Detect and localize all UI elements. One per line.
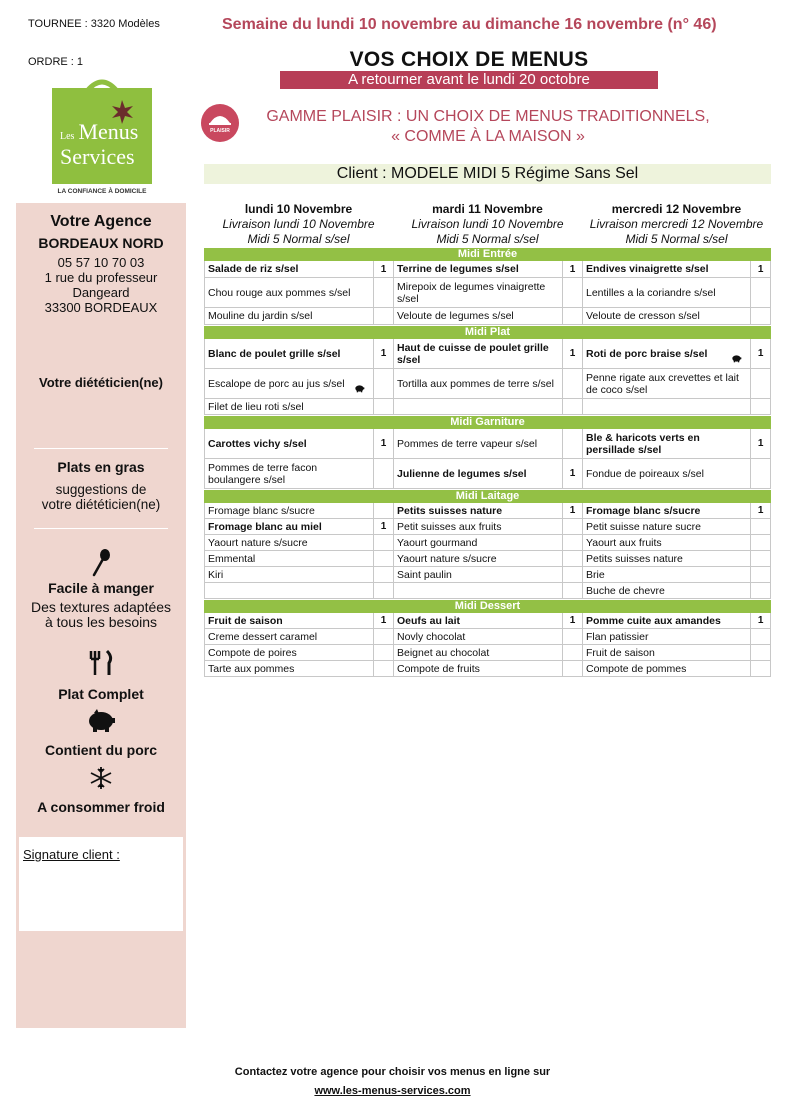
plaisir-badge-icon [200,103,240,143]
agency-address-3: 33300 BORDEAUX [44,300,158,315]
dish-cell[interactable] [204,645,393,660]
legend-pork: Contient du porc [45,742,157,758]
quantity-box[interactable]: 1 [562,339,582,368]
legend-suggestions-1: suggestions de [55,482,147,497]
quantity-box[interactable] [562,278,582,307]
gamme-line-2: « COMME À LA MAISON » [391,128,585,145]
quantity-box[interactable] [750,278,771,307]
table-row [204,629,771,645]
spoon-icon [16,549,186,577]
dish-name: Brie [586,568,605,581]
legend-cold: A consommer froid [37,799,165,815]
quantity-box[interactable]: 1 [562,613,582,628]
dish-name: Saint paulin [397,568,452,581]
quantity-box[interactable]: 1 [373,613,393,628]
dish-name: Carottes vichy s/sel [208,437,307,450]
dish-cell[interactable] [204,399,393,414]
dish-name: Compote de poires [208,646,297,659]
quantity-box[interactable] [750,551,771,566]
brand-logo [52,76,152,198]
quantity-box[interactable] [750,629,771,644]
quantity-box[interactable] [562,399,582,414]
day-column-header [582,202,771,247]
quantity-box[interactable] [562,645,582,660]
dish-cell[interactable] [582,519,771,534]
dish-cell[interactable] [582,551,771,566]
quantity-box[interactable] [562,551,582,566]
dish-cell[interactable] [204,551,393,566]
dish-cell[interactable] [393,459,582,488]
dish-name: Compote de pommes [586,662,687,675]
dish-cell[interactable] [582,629,771,644]
dish-cell[interactable] [393,551,582,566]
dish-name: Fruit de saison [208,614,283,627]
quantity-box[interactable] [750,567,771,582]
table-row [204,308,771,325]
plaisir-badge-label: PLAISIR [210,128,230,134]
quantity-box[interactable] [562,369,582,398]
quantity-box[interactable] [750,308,771,324]
table-row [204,519,771,535]
day-title: mardi 11 Novembre [432,202,543,216]
table-row [204,278,771,308]
dish-cell[interactable] [204,278,393,307]
dish-name: Haut de cuisse de poulet grille s/sel [397,341,549,366]
dish-name: Veloute de legumes s/sel [397,310,514,322]
quantity-box[interactable]: 1 [373,261,393,277]
dish-name: Petit suisses aux fruits [397,520,502,533]
table-row [204,503,771,519]
dish-name: Lentilles a la coriandre s/sel [586,286,716,299]
dish-cell[interactable] [582,308,771,324]
quantity-box[interactable]: 1 [750,339,771,368]
quantity-box[interactable] [373,535,393,550]
dish-name: Pomme cuite aux amandes [586,614,721,627]
dish-name: Salade de riz s/sel [208,263,299,275]
quantity-box[interactable] [373,629,393,644]
table-row [204,551,771,567]
quantity-box[interactable] [750,661,771,676]
dish-cell[interactable] [204,308,393,324]
quantity-box[interactable]: 1 [750,613,771,628]
dish-cell[interactable] [204,503,393,518]
dish-cell[interactable] [582,645,771,660]
menu-table [204,202,771,677]
footer-website-link[interactable]: www.les-menus-services.com [314,1085,471,1097]
dish-name: Fromage blanc s/sucre [586,504,701,517]
dish-cell[interactable] [582,429,771,458]
gamme-title [246,107,730,147]
snowflake-icon [16,765,186,791]
dish-name: Pommes de terre facon boulangere s/sel [208,461,318,486]
quantity-box[interactable] [373,645,393,660]
legend-full-dish: Plat Complet [58,686,144,702]
dish-cell[interactable] [393,339,582,368]
dish-cell[interactable] [582,661,771,676]
table-row [204,645,771,661]
dish-name: Yaourt nature s/sucre [208,536,308,549]
day-header-row [204,202,771,247]
signature-box[interactable] [19,837,183,931]
quantity-box[interactable] [373,551,393,566]
agency-title: Votre Agence [50,213,152,230]
day-column-header [393,202,582,247]
legend-textures-1: Des textures adaptées [30,599,172,615]
dish-name: Veloute de cresson s/sel [586,310,700,322]
dish-name: Buche de chevre [586,584,665,597]
dish-cell[interactable] [393,583,582,598]
footer-contact: Contactez votre agence pour choisir vos menus en ligne sur [234,1066,551,1078]
dish-cell[interactable] [204,613,393,628]
agency-sidebar [16,203,186,1028]
dish-cell[interactable] [393,308,582,324]
quantity-box[interactable] [562,535,582,550]
dish-cell[interactable] [204,629,393,644]
dish-name: Petits suisses nature [586,552,683,565]
table-row [204,583,771,599]
ordre-label: ORDRE : 1 [28,56,84,68]
dish-cell[interactable] [204,261,393,277]
dish-cell[interactable] [393,503,582,518]
dish-cell[interactable] [393,278,582,307]
divider [34,448,168,449]
day-title: lundi 10 Novembre [244,202,353,216]
dish-name: Fromage blanc au miel [208,520,322,533]
table-row [204,429,771,459]
quantity-box[interactable] [373,503,393,518]
return-deadline-banner: A retourner avant le lundi 20 octobre [280,71,658,89]
quantity-box[interactable] [562,308,582,324]
dish-cell[interactable] [582,567,771,582]
legend-textures-2: à tous les besoins [44,614,158,630]
formula-label: Midi 5 Normal s/sel [625,232,728,246]
dietitian-label: Votre diététicien(ne) [38,375,163,390]
quantity-box[interactable] [562,583,582,598]
agency-name: BORDEAUX NORD [38,235,164,251]
quantity-box[interactable]: 1 [750,429,771,458]
dish-cell[interactable] [204,369,393,398]
quantity-box[interactable] [750,519,771,534]
dish-name: Blanc de poulet grille s/sel [208,347,341,360]
delivery-label: Livraison mercredi 12 Novembre [589,217,764,231]
quantity-box[interactable]: 1 [750,261,771,277]
quantity-box[interactable]: 1 [373,429,393,458]
dish-cell[interactable] [393,399,582,414]
table-row [204,399,771,415]
agency-address-2: Dangeard [72,285,130,300]
dish-cell[interactable] [582,339,771,368]
dish-cell[interactable] [204,339,393,368]
dish-cell[interactable] [204,535,393,550]
dish-name: Terrine de legumes s/sel [397,263,519,275]
table-row [204,661,771,677]
dish-cell[interactable] [393,645,582,660]
dish-name: Petit suisse nature sucre [586,520,701,533]
delivery-label: Livraison lundi 10 Novembre [222,217,375,231]
quantity-box[interactable] [562,567,582,582]
formula-label: Midi 5 Normal s/sel [436,232,539,246]
week-title: Semaine du lundi 10 novembre au dimanche 16 novembre (n° 46) [222,16,717,33]
quantity-box[interactable] [373,583,393,598]
dish-name: Yaourt gourmand [397,536,478,549]
logo-les: Les [60,131,75,142]
dish-cell[interactable] [204,661,393,676]
quantity-box[interactable] [750,583,771,598]
quantity-box[interactable] [750,535,771,550]
quantity-box[interactable]: 1 [373,339,393,368]
dish-cell[interactable] [204,519,393,534]
dish-name: Emmental [208,552,256,565]
quantity-box[interactable]: 1 [562,503,582,518]
dish-cell[interactable] [393,535,582,550]
quantity-box[interactable] [750,645,771,660]
dish-name: Oeufs au lait [397,614,461,627]
dish-name: Tarte aux pommes [208,662,295,675]
client-bar: Client : MODELE MIDI 5 Régime Sans Sel [204,164,771,184]
fork-knife-icon [16,649,186,677]
dish-name: Kiri [208,568,224,581]
dish-cell[interactable] [204,459,393,488]
section-header: Midi Garniture [204,416,771,429]
agency-address-1: 1 rue du professeur [44,270,158,285]
dish-cell[interactable] [393,369,582,398]
section-header: Midi Entrée [204,248,771,261]
quantity-box[interactable] [750,399,771,414]
gamme-line-1: GAMME PLAISIR : UN CHOIX DE MENUS TRADITIONNELS, [266,108,710,125]
dish-name: Petits suisses nature [397,504,503,517]
dish-cell[interactable] [582,278,771,307]
section-header: Midi Laitage [204,490,771,503]
quantity-box[interactable] [562,429,582,458]
dish-cell[interactable] [393,661,582,676]
pig-icon [16,708,186,734]
dish-cell[interactable] [204,429,393,458]
table-row [204,369,771,399]
dish-name: Filet de lieu roti s/sel [208,400,304,413]
dish-cell[interactable] [393,519,582,534]
quantity-box[interactable]: 1 [562,459,582,488]
dish-name: Penne rigate aux crevettes et lait de coco s/sel [586,371,739,396]
legend-easy-eat: Facile à manger [48,580,154,596]
quantity-box[interactable] [373,278,393,307]
dish-cell[interactable] [582,583,771,598]
dish-name: Chou rouge aux pommes s/sel [208,286,351,299]
dish-cell[interactable] [393,629,582,644]
agency-phone: 05 57 10 70 03 [57,255,145,270]
dish-cell[interactable] [204,567,393,582]
quantity-box[interactable] [562,629,582,644]
table-row [204,261,771,278]
legend-suggestions-2: votre diététicien(ne) [41,497,161,512]
dish-name: Ble & haricots verts en persillade s/sel [586,431,700,456]
dish-name: Roti de porc braise s/sel [586,347,708,360]
quantity-box[interactable] [750,459,771,488]
quantity-box[interactable]: 1 [373,519,393,534]
dish-name: Creme dessert caramel [208,630,318,643]
dish-name: Endives vinaigrette s/sel [586,263,709,275]
dish-cell[interactable] [393,613,582,628]
legend-bold-dishes: Plats en gras [57,459,145,475]
dish-cell[interactable] [204,583,393,598]
quantity-box[interactable] [562,661,582,676]
pig-icon [731,354,742,366]
quantity-box[interactable] [750,369,771,398]
page-title: VOS CHOIX DE MENUS [349,48,589,71]
dish-name: Mirepoix de legumes vinaigrette s/sel [397,280,546,305]
dish-cell[interactable] [582,503,771,518]
quantity-box[interactable]: 1 [562,261,582,277]
quantity-box[interactable] [562,519,582,534]
dish-name: Novly chocolat [397,630,466,643]
dish-name: Julienne de legumes s/sel [397,467,527,480]
table-row [204,613,771,629]
section-header: Midi Dessert [204,600,771,613]
quantity-box[interactable]: 1 [750,503,771,518]
divider [34,528,168,529]
day-title: mercredi 12 Novembre [611,202,742,216]
table-row [204,567,771,583]
table-row [204,459,771,489]
dish-name: Yaourt nature s/sucre [397,552,497,565]
quantity-box[interactable] [373,459,393,488]
quantity-box[interactable] [373,399,393,414]
dish-name: Flan patissier [586,630,649,643]
dish-name: Escalope de porc au jus s/sel [208,377,345,390]
dish-name: Tortilla aux pommes de terre s/sel [397,377,554,390]
logo-services: Services [60,144,135,169]
dish-cell[interactable] [582,535,771,550]
tournee-label: TOURNEE : 3320 Modèles [28,18,160,30]
table-row [204,535,771,551]
quantity-box[interactable] [373,369,393,398]
dish-name: Compote de fruits [397,662,480,675]
dish-name: Fromage blanc s/sucre [208,504,315,517]
quantity-box[interactable] [373,308,393,324]
dish-cell[interactable] [582,369,771,398]
dish-name: Pommes de terre vapeur s/sel [397,437,538,450]
dish-name: Mouline du jardin s/sel [208,310,313,322]
dish-cell[interactable] [393,261,582,277]
logo-menus: Menus [78,119,139,144]
dish-name: Yaourt aux fruits [586,536,662,549]
dish-cell[interactable] [582,399,771,414]
dish-cell[interactable] [393,429,582,458]
dish-cell[interactable] [582,613,771,628]
delivery-label: Livraison lundi 10 Novembre [411,217,564,231]
dish-cell[interactable] [582,261,771,277]
dish-name: Beignet au chocolat [397,646,490,659]
dish-cell[interactable] [582,459,771,488]
menu-sections [204,248,771,677]
logo-tagline: LA CONFIANCE À DOMICILE [57,188,147,195]
signature-label: Signature client : [23,847,120,862]
quantity-box[interactable] [373,661,393,676]
quantity-box[interactable] [373,567,393,582]
dish-cell[interactable] [393,567,582,582]
formula-label: Midi 5 Normal s/sel [247,232,350,246]
day-column-header [204,202,393,247]
dish-name: Fondue de poireaux s/sel [586,467,704,480]
pig-icon [354,384,365,396]
dish-name: Fruit de saison [586,646,655,659]
section-header: Midi Plat [204,326,771,339]
table-row [204,339,771,369]
